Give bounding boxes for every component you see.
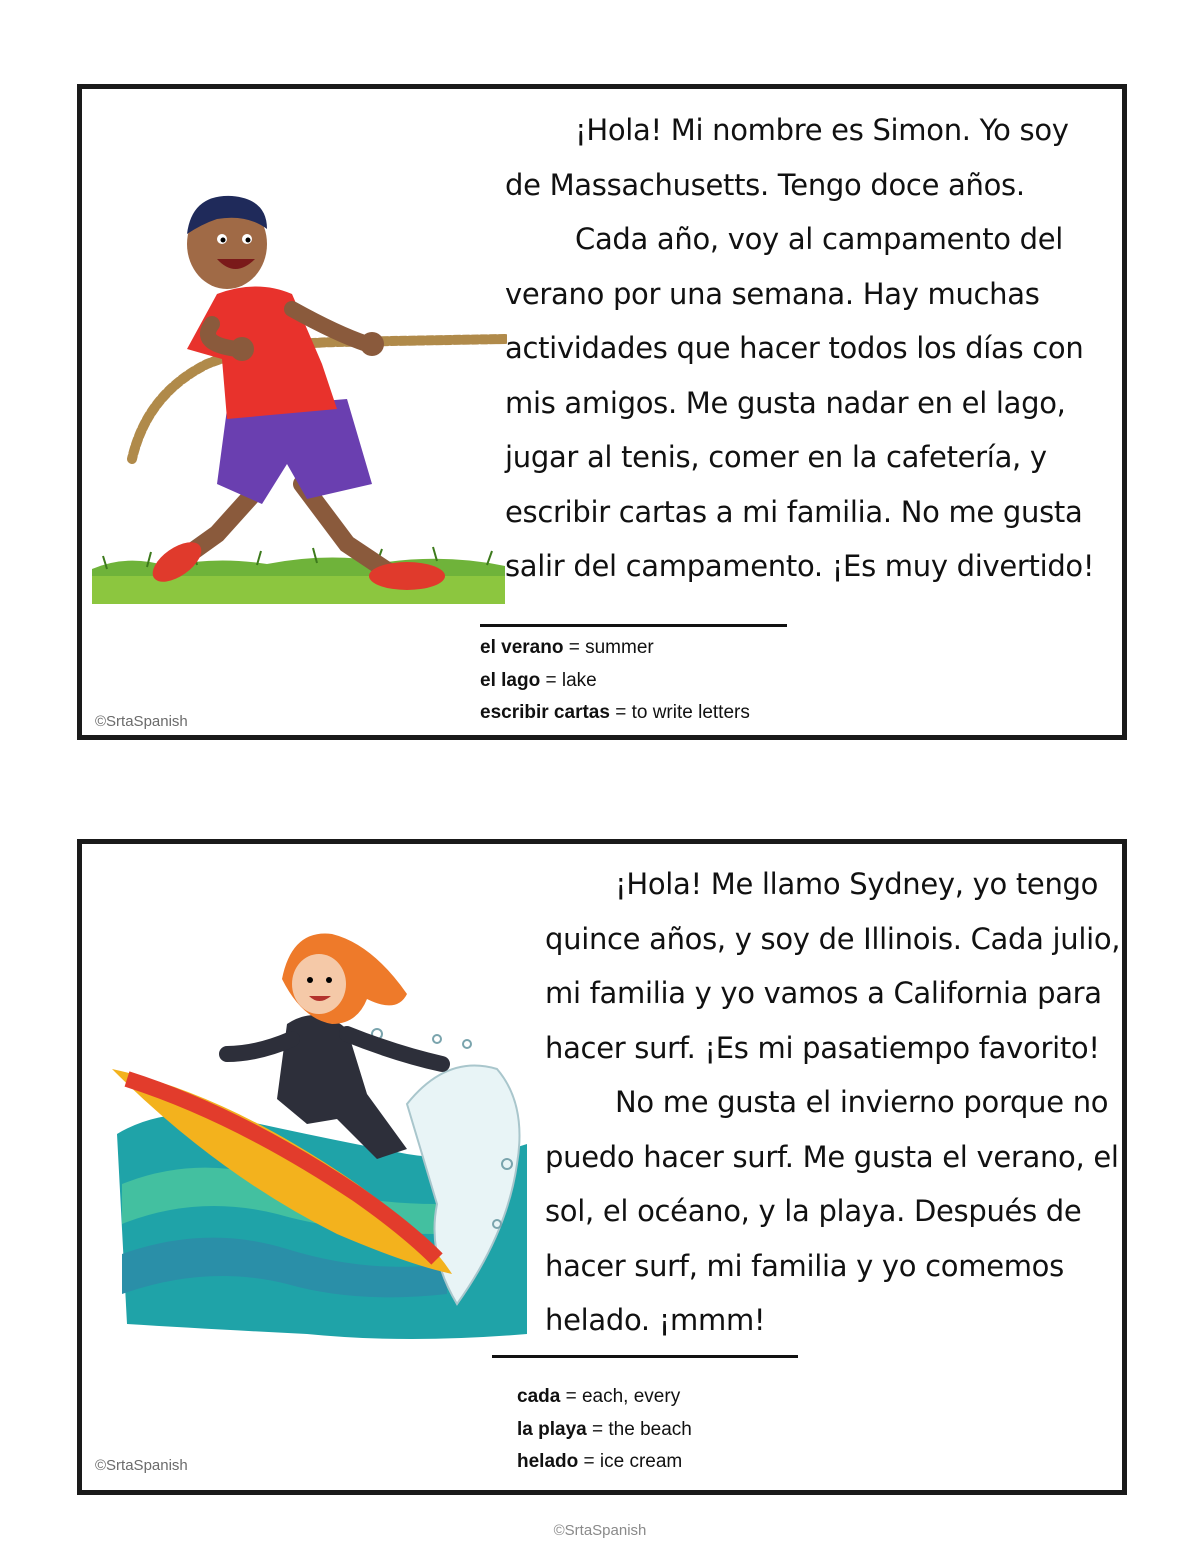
vocab-list [480, 632, 750, 730]
card-copyright: ©SrtaSpanish [95, 1457, 188, 1474]
vocab-meaning: = to write letters [615, 702, 750, 723]
vocab-item [480, 697, 750, 730]
vocab-item [517, 1414, 692, 1447]
girl-surfing-illustration [107, 904, 537, 1344]
story-paragraph: Cada año, voy al campamento del verano por una semana. Hay muchas actividades que hacer todos los días con mis amigos. Me gusta nadar en el lago, jugar al tenis, comer en la cafetería, y escribir cartas a mi familia. No me gusta salir del campamento. ¡Es muy divertido! [505, 222, 1095, 583]
vocab-meaning: = lake [545, 669, 597, 691]
vocab-term: escribir cartas [480, 702, 610, 723]
boy-pulling-rope-illustration [87, 184, 507, 614]
page-footer-copyright: ©SrtaSpanish [553, 1522, 647, 1539]
vocab-term: el verano [480, 637, 564, 658]
vocab-meaning: = summer [568, 637, 654, 658]
vocab-term: la playa [517, 1418, 587, 1440]
vocab-item [480, 665, 750, 698]
story-text [505, 103, 1105, 594]
vocab-term: cada [517, 1386, 561, 1407]
story-text [545, 857, 1125, 1348]
vocab-meaning: = the beach [592, 1418, 692, 1440]
vocab-term: helado [517, 1451, 579, 1472]
vocab-meaning: = each, every [565, 1386, 681, 1407]
vocab-meaning: = ice cream [583, 1451, 683, 1472]
story-card-sydney [77, 839, 1127, 1495]
vocab-item [480, 632, 750, 665]
card-copyright: ©SrtaSpanish [95, 713, 188, 730]
vocab-list [517, 1381, 692, 1479]
vocab-divider [492, 1355, 798, 1358]
story-card-simon [77, 84, 1127, 740]
story-paragraph: ¡Hola! Mi nombre es Simon. Yo soy de Massachusetts. Tengo doce años. [505, 113, 1069, 202]
story-paragraph: ¡Hola! Me llamo Sydney, yo tengo quince años, y soy de Illinois. Cada julio, mi familia y yo vamos a California para hacer surf. ¡Es mi pasatiempo favorito! [545, 867, 1121, 1065]
vocab-item [517, 1381, 692, 1414]
story-paragraph: No me gusta el invierno porque no puedo hacer surf. Me gusta el verano, el sol, el océano, y la playa. Después de hacer surf, mi familia y yo comemos helado. ¡mmm! [545, 1085, 1119, 1337]
vocab-divider [480, 624, 787, 627]
vocab-term: el lago [480, 669, 541, 691]
vocab-item [517, 1446, 692, 1479]
